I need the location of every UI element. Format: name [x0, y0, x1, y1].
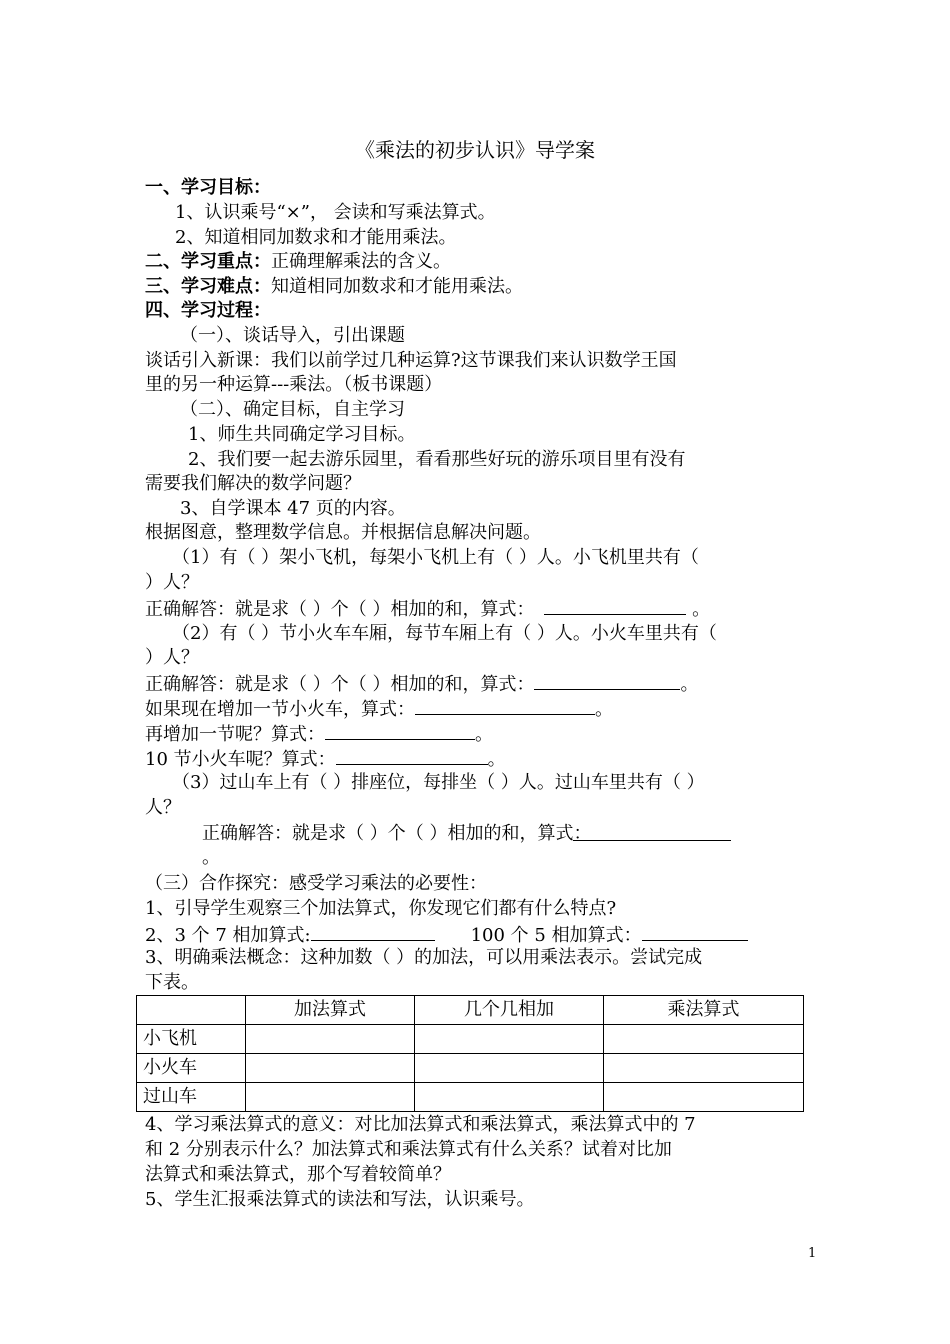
table-header-cell — [137, 996, 246, 1025]
question-3-answer-blank[interactable] — [573, 822, 731, 844]
question-1-answer-end: 。 — [686, 599, 711, 620]
step-1-line-1: 谈话引入新课：我们以前学过几种运算?这节课我们来认识数学王国 — [145, 350, 677, 371]
question-2-line-a: （2）有（ ）节小火车车厢，每节车厢上有（ ）人。小火车里共有（ — [172, 623, 717, 644]
question-1-answer-text: 正确解答：就是求（ ）个（ ）相加的和，算式： — [145, 599, 535, 620]
objective-2: 2、知道相同加数求和才能用乘法。 — [175, 227, 457, 248]
table-cell[interactable] — [604, 1054, 804, 1083]
question-1-line-b: ）人？ — [145, 572, 199, 593]
page-title: 《乘法的初步认识》导学案 — [355, 138, 595, 162]
section-difficulties — [145, 275, 523, 299]
question-3-line-a: （3）过山车上有（ ）排座位，每排坐（ ）人。过山车里共有（ ） — [172, 772, 705, 793]
row-label: 小飞机 — [137, 1025, 246, 1054]
difficulties-text: 知道相同加数求和才能用乘法。 — [271, 276, 523, 297]
question-1-answer-blank[interactable] — [544, 596, 686, 615]
table-cell[interactable] — [246, 1054, 415, 1083]
step-3-subheading: （三）合作探究：感受学习乘法的必要性： — [145, 873, 487, 894]
step-2-item-2b: 需要我们解决的数学问题？ — [145, 473, 361, 494]
section-key-points — [145, 250, 451, 274]
step-3-sum-five-blank[interactable] — [642, 922, 748, 941]
step-3-item-2b: 100 个 5 相加算式： — [470, 925, 642, 946]
key-points-text: 正确理解乘法的含义。 — [271, 251, 451, 272]
step-2-item-1: 1、师生共同确定学习目标。 — [188, 424, 416, 445]
question-3-line-b: 人？ — [145, 797, 181, 818]
question-1-line-a: （1）有（ ）架小飞机，每架小飞机上有（ ）人。小飞机里共有（ — [172, 547, 699, 568]
table-header-row — [137, 996, 804, 1025]
section-objectives-heading: 一、学习目标： — [145, 177, 271, 198]
question-2-add-another-blank[interactable] — [325, 721, 475, 740]
question-2-add-one-text: 如果现在增加一节小火车，算式： — [145, 699, 415, 720]
step-3-item-3b: 下表。 — [145, 972, 199, 993]
step-3-item-3a: 3、明确乘法概念：这种加数（ ）的加法，可以用乘法表示。尝试完成 — [145, 947, 703, 968]
question-1-answer — [145, 596, 710, 622]
key-points-heading: 二、学习重点： — [145, 251, 271, 272]
question-2-add-one — [145, 696, 613, 722]
step-2-item-2a: 2、我们要一起去游乐园里，看看那些好玩的游乐项目里有没有 — [188, 449, 686, 470]
step-3-item-2 — [145, 922, 748, 948]
question-3-answer — [202, 822, 731, 846]
table-cell[interactable] — [415, 1054, 604, 1083]
step-2-item-4: 根据图意，整理数学信息。并根据信息解决问题。 — [145, 522, 541, 543]
question-2-add-one-end: 。 — [595, 699, 613, 720]
question-2-answer-end: 。 — [680, 674, 699, 695]
question-2-answer-blank[interactable] — [534, 671, 680, 690]
table-row — [137, 1054, 804, 1083]
table-cell[interactable] — [246, 1083, 415, 1112]
question-2-ten-cars-text: 10 节小火车呢？算式： — [145, 749, 336, 770]
question-2-add-another-text: 再增加一节呢？算式： — [145, 724, 325, 745]
step-3-item-2a: 2、3 个 7 相加算式: — [145, 925, 311, 946]
step-1-line-2: 里的另一种运算---乘法。（板书课题） — [145, 374, 443, 395]
step-1-subheading: （一）、谈话导入，引出课题 — [180, 325, 405, 346]
step-2-item-3: 3、自学课本 47 页的内容。 — [180, 498, 406, 519]
page-number: 1 — [808, 1246, 817, 1261]
question-3-answer-text: 正确解答：就是求（ ）个（ ）相加的和，算式 — [202, 823, 574, 844]
step-4-line-3: 法算式和乘法算式，那个写着较简单？ — [145, 1164, 451, 1185]
step-2-subheading: （二）、确定目标，自主学习 — [180, 399, 405, 420]
table-cell[interactable] — [246, 1025, 415, 1054]
step-5-line: 5、学生汇报乘法算式的读法和写法，认识乘号。 — [145, 1189, 535, 1210]
step-3-sum-seven-blank[interactable] — [311, 922, 435, 941]
question-2-add-another-end: 。 — [475, 724, 493, 745]
objective-1: 1、认识乘号“×”， 会读和写乘法算式。 — [175, 202, 496, 223]
table-header-cell: 加法算式 — [246, 996, 415, 1025]
section-process-heading: 四、学习过程： — [145, 300, 271, 321]
question-3-answer-end: 。 — [202, 847, 220, 868]
question-2-answer-text: 正确解答：就是求（ ）个（ ）相加的和，算式： — [145, 674, 535, 695]
row-label: 过山车 — [137, 1083, 246, 1112]
practice-table — [136, 995, 804, 1112]
row-label: 小火车 — [137, 1054, 246, 1083]
table-cell[interactable] — [415, 1025, 604, 1054]
question-3-answer-colon: ： — [573, 823, 592, 844]
question-2-ten-cars-blank[interactable] — [336, 746, 488, 765]
question-2-answer — [145, 671, 698, 697]
table-cell[interactable] — [604, 1025, 804, 1054]
question-2-ten-cars-end: 。 — [487, 749, 506, 770]
question-2-line-b: ）人？ — [145, 647, 199, 668]
table-cell[interactable] — [604, 1083, 804, 1112]
question-2-add-one-blank[interactable] — [415, 696, 595, 715]
step-4-line-2: 和 2 分别表示什么？加法算式和乘法算式有什么关系？试着对比加 — [145, 1139, 672, 1160]
difficulties-heading: 三、学习难点： — [145, 276, 271, 297]
table-row — [137, 1025, 804, 1054]
table-cell[interactable] — [415, 1083, 604, 1112]
table-row — [137, 1083, 804, 1112]
step-4-line-1: 4、学习乘法算式的意义：对比加法算式和乘法算式，乘法算式中的 7 — [145, 1114, 696, 1135]
table-header-cell: 几个几相加 — [415, 996, 604, 1025]
question-2-add-another — [145, 721, 493, 747]
table-header-cell: 乘法算式 — [604, 996, 804, 1025]
question-2-ten-cars — [145, 746, 506, 772]
step-3-item-1: 1、引导学生观察三个加法算式，你发现它们都有什么特点? — [145, 898, 617, 919]
